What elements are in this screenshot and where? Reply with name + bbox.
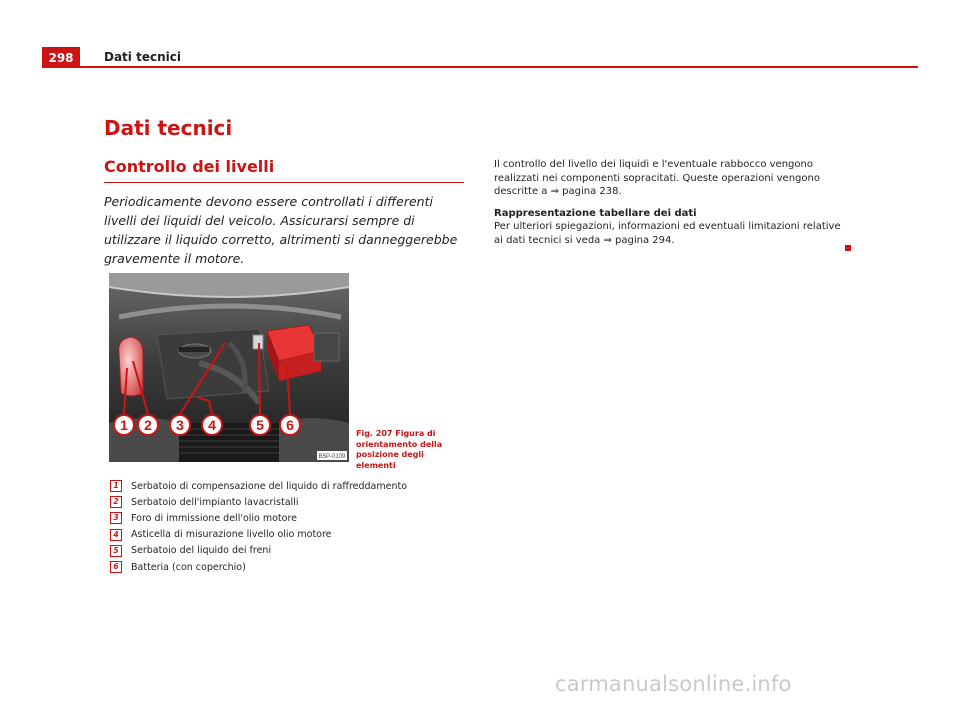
legend-text: Batteria (con coperchio)	[131, 561, 246, 573]
running-header-title: Dati tecnici	[104, 50, 181, 64]
legend-item	[110, 478, 407, 494]
callout-6: 6	[286, 417, 294, 433]
legend-item	[110, 559, 407, 575]
legend-number: 6	[110, 561, 122, 573]
end-of-section-marker	[845, 245, 851, 251]
callout-1: 1	[120, 417, 128, 433]
figure-code: B5P-0109	[318, 454, 346, 460]
page-number: 298	[42, 47, 80, 68]
legend-number: 3	[110, 512, 122, 524]
legend-number: 1	[110, 480, 122, 492]
header-rule	[42, 66, 918, 68]
legend-number: 2	[110, 496, 122, 508]
legend-item	[110, 494, 407, 510]
right-column	[494, 158, 842, 255]
legend-number: 4	[110, 529, 122, 541]
legend-list	[110, 478, 407, 575]
section-rule	[104, 182, 464, 183]
legend-text: Serbatoio di compensazione del liquido di raffreddamento	[131, 480, 408, 492]
legend-item	[110, 543, 407, 559]
legend-number: 5	[110, 545, 122, 557]
section-title: Controllo dei livelli	[104, 157, 275, 176]
legend-item	[110, 527, 407, 543]
watermark: carmanualsonline.info	[555, 672, 792, 696]
engine-bay-illustration	[109, 273, 349, 462]
legend-text: Foro di immissione dell'olio motore	[131, 512, 298, 524]
callout-3: 3	[176, 417, 184, 433]
legend-text: Serbatoio dell'impianto lavacristalli	[131, 496, 299, 508]
body-paragraph: Il controllo del livello dei liquidi e l'eventuale rabbocco vengono realizzati nei componenti sopracitati. Queste operazioni vengono descritte a ⇒ pagina 238.	[494, 159, 820, 197]
callout-5: 5	[256, 417, 264, 433]
callout-4: 4	[208, 417, 216, 433]
body-paragraph: Per ulteriori spiegazioni, informazioni ed eventuali limitazioni relative ai dati tecnici si veda ⇒ pagina 294.	[494, 221, 841, 246]
legend-text: Asticella di misurazione livello olio motore	[131, 529, 332, 541]
callout-2: 2	[144, 417, 152, 433]
section-intro: Periodicamente devono essere controllati i differenti livelli dei liquidi del veicolo. Assicurarsi sempre di utilizzare il liquido corretto, altrimenti si danneggerebbe gravemente il motore.	[104, 194, 458, 266]
chapter-title: Dati tecnici	[104, 116, 233, 140]
subheading: Rappresentazione tabellare dei dati	[494, 207, 697, 219]
figure-caption: Fig. 207 Figura di orientamento della posizione degli elementi	[356, 429, 443, 470]
legend-item	[110, 510, 407, 526]
legend-text: Serbatoio del liquido dei freni	[131, 545, 272, 557]
engine-bay-figure	[109, 273, 349, 462]
